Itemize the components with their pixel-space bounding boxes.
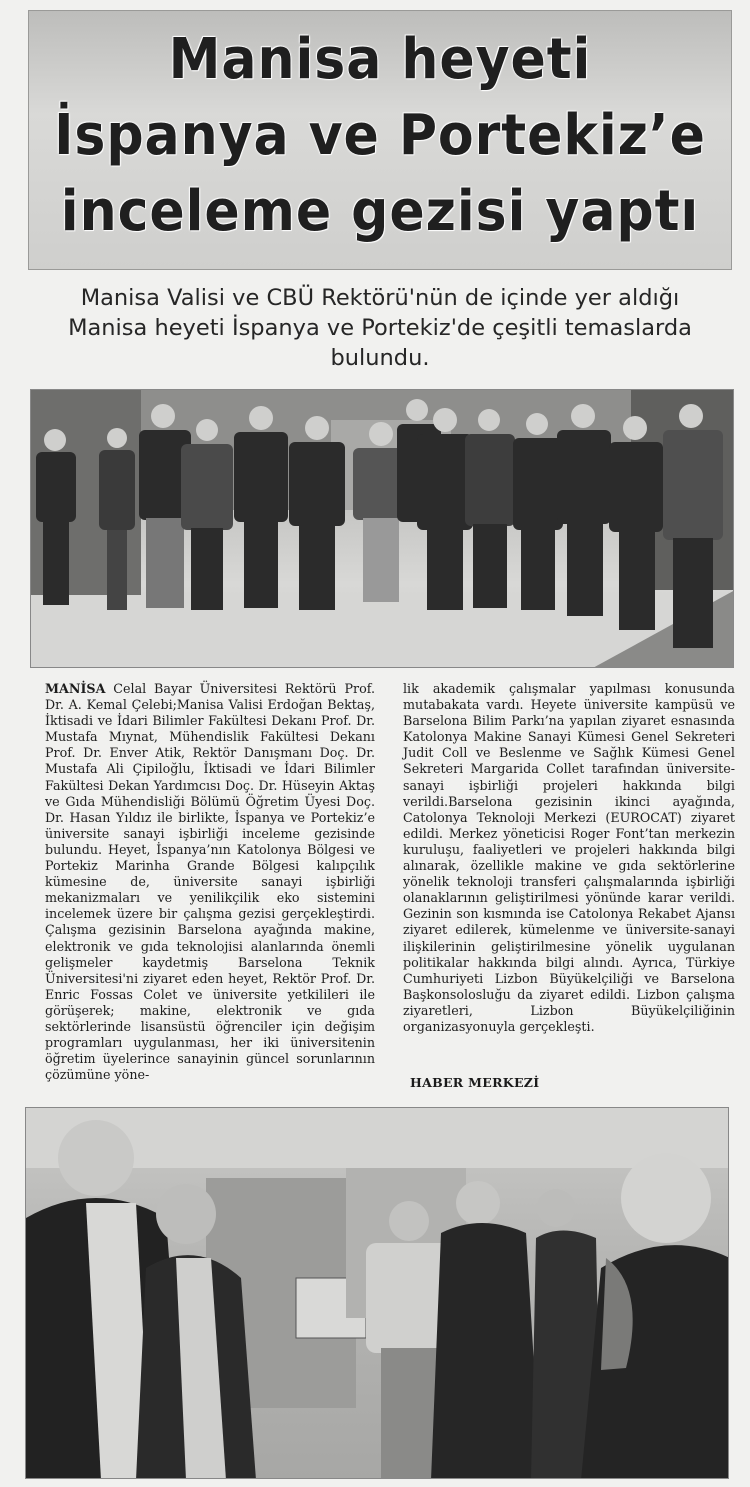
group-photo-illustration — [31, 390, 734, 668]
article-column-2: lik akademik çalışmalar yapılması konusunda mutabakata vardı. Heyete üniversite kampüsü ve Barselona Bilim Parkı’na yapılan ziyaret esnasında Katolonya Makine Sanayi Kümesi Genel Sekreteri Judit Coll ve Beslenme ve Sağlık Kümesi Genel Sekreteri Margarida Collet tarafından üniversite-sanayi işbirliği projeleri hakkında bilgi verildi.Barselona gezisinin ikinci ayağında, Catolonya Teknoloji Merkezi (EUROCAT) ziyaret edildi. Merkez yöneticisi Roger Font’tan merkezin kuruluşu, faaliyetleri ve projeleri hakkında bilgi alınarak, özellikle makine ve gıda sektörlerine yönelik teknoloji transferi çalışmalarında işbirliği olanaklarının geliştirilmesi yönünde karar verildi. Gezinin son kısmında ise Catolonya Rekabet Ajansı ziyaret edilerek, kümelenme ve üniversite-sanayi ilişkilerinin geliştirilmesine yönelik uygulanan politikalar hakkında bilgi alındı. Ayrıca, Türkiye Cumhuriyeti Lizbon Büyükelçiliği ve Barselona Başkonsolosluğu da ziyaret edildi. Lizbon çalışma ziyaretleri, Lizbon Büyükelçiliğinin organizasyonuyla gerçekleşti. — [403, 681, 735, 1034]
lab-visit-photo — [25, 1107, 729, 1479]
headline — [53, 22, 708, 250]
lab-visit-photo-illustration — [26, 1108, 729, 1479]
headline-line-1: Manisa heyeti — [168, 27, 592, 92]
byline: HABER MERKEZİ — [410, 1075, 540, 1090]
group-photo — [30, 389, 734, 668]
article-column-1-text: Celal Bayar Üniversitesi Rektörü Prof. Dr. A. Kemal Çelebi;Manisa Valisi Erdoğan Bektaş, İktisadi ve İdari Bilimler Fakültesi Dekanı Prof. Dr. Mustafa Mıynat, Mühendislik Fakültesi Dekanı Prof. Dr. Enver Atik, Rektör Danışmanı Doç. Dr. Mustafa Ali Çipiloğlu, İktisadi ve İdari Bilimler Fakültesi Dekan Yardımcısı Doç. Dr. Hüseyin Aktaş ve Gıda Mühendisliği Bölümü Öğretim Üyesi Doç. Dr. Hasan Yıldız ile birlikte, İspanya ve Portekiz’e üniversite sanayi işbirliği inceleme gezisinde bulundu. Heyet, İspanya’nın Katolonya Bölgesi ve Portekiz Marinha Grande Bölgesi kalıpçılık kümesine de, üniversite sanayi işbirliği mekanizmaları ve yenilikçilik eko sistemini incelemek üzere bir çalışma gezisi gerçekleştirdi. Çalışma gezisinin Barselona ayağında makine, elektronik ve gıda teknolojisi alanlarında önemli gelişmeler kaydetmiş Barselona Teknik Üniversitesi'ni ziyaret eden heyet, Rektör Prof. Dr. Enric Fossas Colet ve üniversite yetkilileri ile görüşerek; makine, elektronik ve gıda sektörlerinde lisansüstü öğrenciler için değişim programları uygulanması, her iki üniversitenin öğretim üyelerince sanayinin güncel sorunlarının çözümüne yöne- — [45, 681, 375, 1083]
headline-line-2: İspanya ve Portekiz’e — [54, 103, 706, 168]
subheadline: Manisa Valisi ve CBÜ Rektörü'nün de içinde yer aldığı Manisa heyeti İspanya ve Portekiz'de çeşitli temaslarda bulundu. — [68, 285, 692, 371]
headline-line-3: inceleme gezisi yaptı — [60, 179, 700, 244]
dateline: MANİSA — [45, 681, 106, 696]
article-column-1 — [45, 681, 375, 1083]
